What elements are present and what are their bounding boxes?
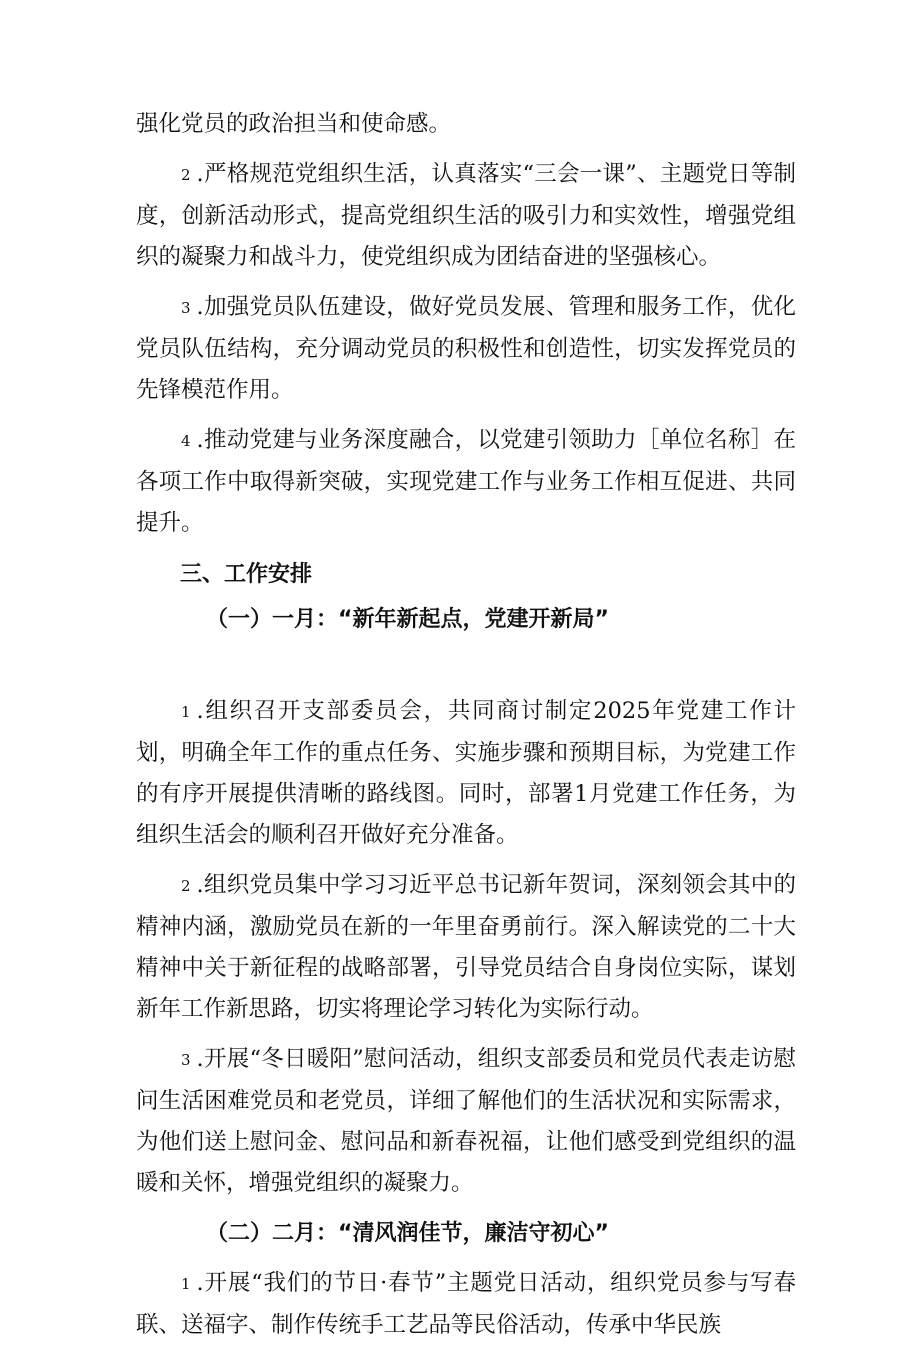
paragraph-text: 强化党员的政治担当和使命感。 [136, 111, 452, 137]
list-item [136, 865, 796, 1030]
item-text: .严格规范党组织生活，认真落实“三会一课”、主题党日等制度，创新活动形式，提高党组织生活的吸引力和实效性，增强党组织的凝聚力和战斗力，使党组织成为团结奋进的坚强核心。 [136, 161, 796, 270]
item-number: 3 [181, 1051, 191, 1069]
section-heading: 三、工作安排 [180, 562, 313, 587]
item-number: 3 [181, 299, 191, 317]
list-item [136, 691, 796, 856]
item-text: .开展“我们的节日·春节”主题党日活动，组织党员参与写春联、送福字、制作传统手工艺品等民俗活动，传承中华民族 [136, 1270, 796, 1338]
list-item [136, 420, 796, 544]
item-number: 2 [181, 166, 191, 184]
item-number: 1 [181, 1275, 191, 1293]
document-body [136, 104, 796, 1355]
item-number: 4 [181, 432, 191, 450]
paragraph-continuation [136, 104, 796, 145]
item-number: 2 [181, 877, 191, 895]
item-text: .组织召开支部委员会，共同商讨制定2025年党建工作计划，明确全年工作的重点任务、实施步骤和预期目标，为党建工作的有序开展提供清晰的路线图。同时，部署1月党建工作任务，为组织生活会的顺利召开做好充分准备。 [136, 698, 796, 848]
list-item [136, 154, 796, 278]
item-number: 1 [181, 703, 191, 721]
list-item [136, 287, 796, 411]
list-item [136, 1263, 796, 1346]
item-text: .加强党员队伍建设，做好党员发展、管理和服务工作，优化党员队伍结构，充分调动党员的积极性和创造性，切实发挥党员的先锋模范作用。 [136, 294, 796, 403]
spacer [136, 649, 796, 691]
item-text: .推动党建与业务深度融合，以党建引领助力［单位名称］在各项工作中取得新突破，实现党建工作与业务工作相互促进、共同提升。 [136, 427, 796, 536]
subsection-heading-january: （一）一月：“新年新起点，党建开新局” [206, 607, 609, 632]
list-item [136, 1039, 796, 1204]
subsection-heading-february: （二）二月：“清风润佳节，廉洁守初心” [206, 1221, 609, 1246]
item-text: .组织党员集中学习习近平总书记新年贺词，深刻领会其中的精神内涵，激励党员在新的一年里奋勇前行。深入解读党的二十大精神中关于新征程的战略部署，引导党员结合自身岗位实际，谋划新年工作新思路，切实将理论学习转化为实际行动。 [136, 872, 796, 1022]
item-text: .开展“冬日暖阳”慰问活动，组织支部委员和党员代表走访慰问生活困难党员和老党员，详细了解他们的生活状况和实际需求，为他们送上慰问金、慰问品和新春祝福，让他们感受到党组织的温暖和关怀，增强党组织的凝聚力。 [136, 1046, 796, 1196]
